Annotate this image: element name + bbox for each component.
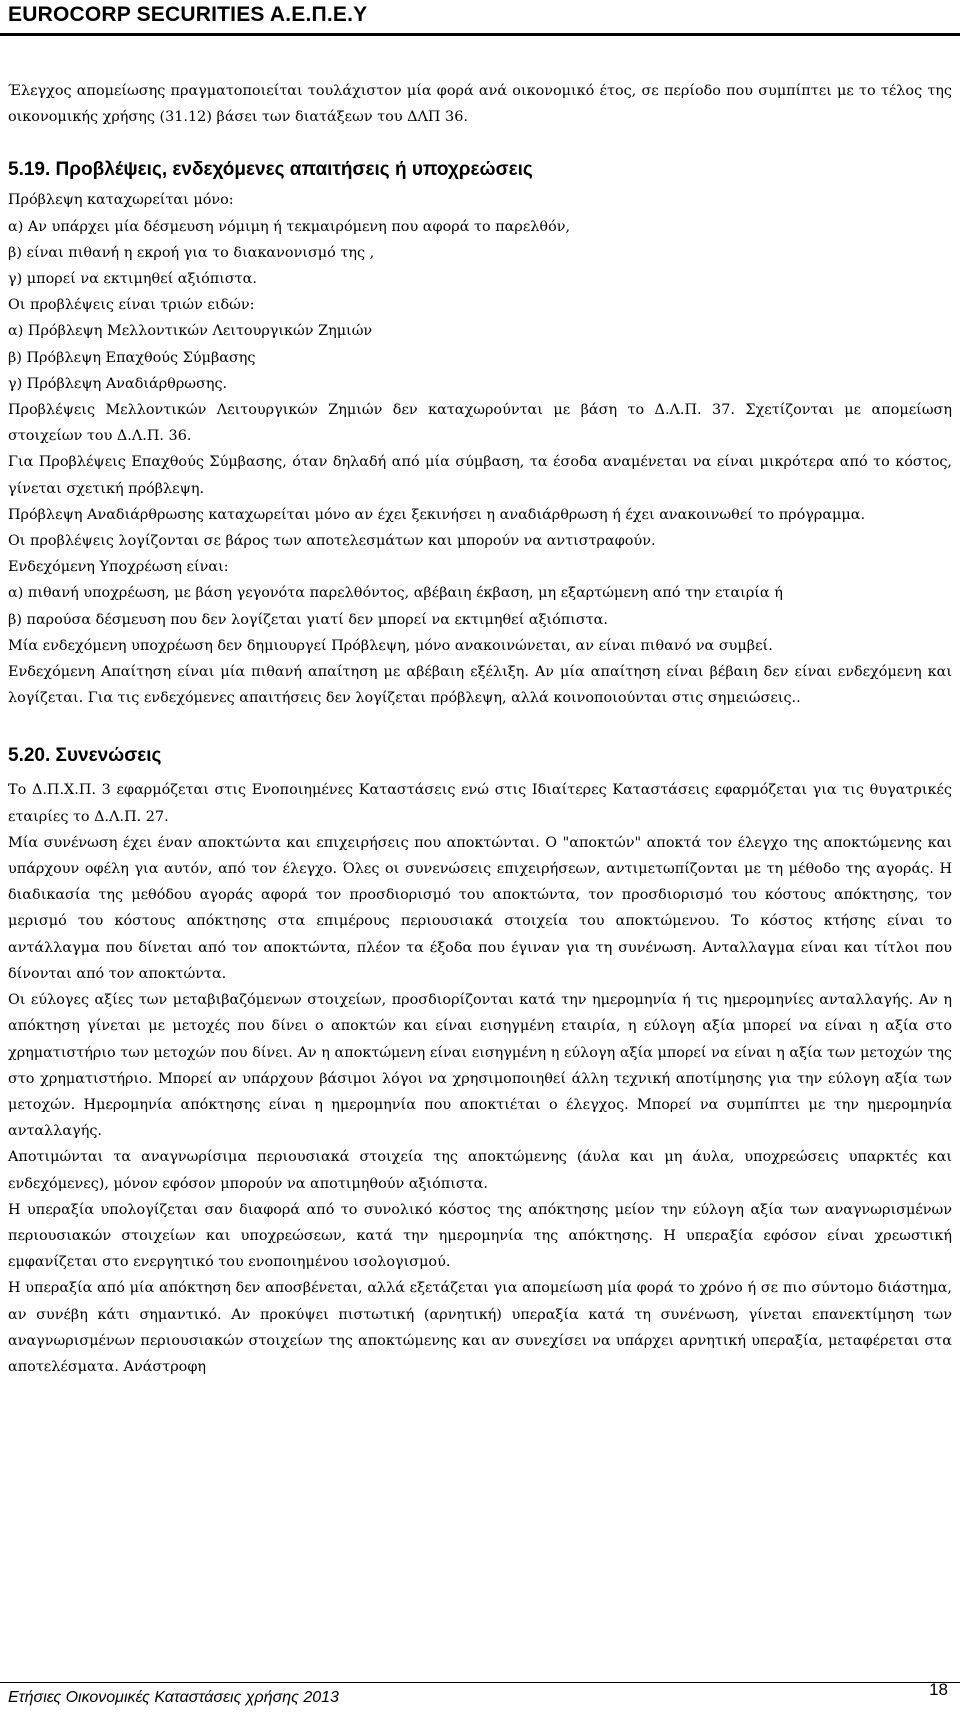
paragraph: Οι εύλογες αξίες των μεταβιβαζόμενων στοιχείων, προσδιορίζονται κατά την ημερομηνία ή τις ημερομηνίες ανταλλαγής. Αν η απόκτηση γίνεται με μετοχές που δίνει ο αποκτών και είναι εισηγμένη εταιρία, η εύλογη αξία μπορεί να είναι η αξία στο χρηματιστήριο των μετοχών που δίνει. Αν η αποκτώμενη είναι εισηγμένη η εύλογη αξία μπορεί να είναι η αξία των μετοχών της στο χρηματιστήριο. Μπορεί αν υπάρχουν βάσιμοι λόγοι να χρησιμοποιηθεί άλλη τεχνική αποτίμησης για την εύλογη αξία των μετοχών. Ημερομηνία απόκτησης είναι η ημερομηνία που αποκτιέται ο έλεγχος. Μπορεί να συμπίπτει με την ημερομηνία ανταλλαγής.	[8, 992, 952, 1140]
list-item: α) Πρόβλεψη Μελλοντικών Λειτουργικών Ζημιών	[8, 323, 373, 340]
paragraph: Η υπεραξία υπολογίζεται σαν διαφορά από το συνολικό κόστος της απόκτησης μείον την εύλογη αξία των αναγνωρισμένων περιουσιακών στοιχείων και υποχρεώσεων, κατά την ημερομηνία της απόκτησης. Η υπεραξία εφόσον είναι χρεωστική εμφανίζεται στο ενεργητικό του ενοποιημένου ισολογισμού.	[8, 1201, 952, 1271]
section-provisions	[8, 187, 952, 711]
paragraph: Η υπεραξία από μία απόκτηση δεν αποσβένεται, αλλά εξετάζεται για απομείωση μία φορά το χρόνο ή σε πιο σύντομο διάστημα, αν συνέβη κάτι σημαντικό. Αν προκύψει πιστωτική (αρνητική) υπεραξία κατά τη συνένωση, γίνεται επανεκτίμηση των αναγνωρισμένων περιουσιακών στοιχείων της αποκτώμενης και αν συνεχίσει να υπάρχει αρνητική υπεραξία, μεταφέρεται στα αποτελέσματα. Ανάστροφη	[8, 1280, 952, 1375]
paragraph: Για Προβλέψεις Επαχθούς Σύμβασης, όταν δηλαδή από μία σύμβαση, τα έσοδα αναμένεται να είναι μικρότερα από το κόστος, γίνεται σχετική πρόβλεψη.	[8, 454, 952, 497]
section-heading-provisions: 5.19. Προβλέψεις, ενδεχόμενες απαιτήσεις ή υποχρεώσεις	[8, 159, 533, 181]
section-mergers	[8, 777, 952, 1380]
list-item: α) πιθανή υποχρέωση, με βάση γεγονότα παρελθόντος, αβέβαιη έκβαση, μη εξαρτώμενη από την εταιρία ή	[8, 585, 783, 602]
list-item: γ) Πρόβλεψη Αναδιάρθρωσης.	[8, 375, 228, 392]
intro-paragraph: Έλεγχος απομείωσης πραγματοποιείται τουλάχιστον μία φορά ανά οικονομικό έτος, σε περίοδο που συμπίπτει με το τέλος της οικονομικής χρήσης (31.12) βάσει των διατάξεων του ΔΛΠ 36.	[8, 83, 952, 126]
header-company-name: EUROCORP SECURITIES A.E.Π.Ε.Υ	[8, 3, 368, 26]
paragraph: Αποτιμώνται τα αναγνωρίσιμα περιουσιακά στοιχεία της αποκτώμενης (άυλα και μη άυλα, υποχρεώσεις υπαρκτές και ενδεχόμενες), μόνον εφόσον μπορούν να αποτιμηθούν αξιόπιστα.	[8, 1149, 952, 1192]
paragraph: Μία ενδεχόμενη υποχρέωση δεν δημιουργεί Πρόβλεψη, μόνο ανακοινώνεται, αν είναι πιθανό να συμβεί.	[8, 637, 773, 654]
paragraph: Μία συνένωση έχει έναν αποκτώντα και επιχειρήσεις που αποκτώνται. Ο "αποκτών" αποκτά τον έλεγχο της αποκτώμενης και υπάρχουν οφέλη για αυτόν, από τον έλεγχο. Όλες οι συνενώσεις επιχειρήσεων, αντιμετωπίζονται με τη μέθοδο της αγοράς. Η διαδικασία της μεθόδου αγοράς αφορά τον προσδιορισμό του αποκτώντα, τον προσδιορισμό του κόστους απόκτησης, τον μερισμό του κόστους απόκτησης στα επιμέρους περιουσιακά στοιχεία του αποκτώμενου. Το κόστος κτήσης είναι το αντάλλαγμα που δίνεται από τον αποκτώντα, πλέον τα έξοδα που έγιναν για τη συνένωση. Ανταλλαγμα είναι και τίτλοι που δίνονται από τον αποκτώντα.	[8, 834, 952, 982]
paragraph: Ενδεχόμενη Απαίτηση είναι μία πιθανή απαίτηση με αβέβαιη εξέλιξη. Αν μία απαίτηση είναι βέβαιη δεν είναι ενδεχόμενη και λογίζεται. Για τις ενδεχόμενες απαιτήσεις δεν λογίζεται πρόβλεψη, αλλά κοινοποιούνται στις σημειώσεις..	[8, 664, 952, 707]
header-divider	[0, 33, 960, 36]
list-item: β) Πρόβλεψη Επαχθούς Σύμβασης	[8, 349, 256, 366]
paragraph: Οι προβλέψεις είναι τριών ειδών:	[8, 297, 255, 314]
list-item: β) είναι πιθανή η εκροή για το διακανονισμό της ,	[8, 244, 375, 261]
paragraph: Προβλέψεις Μελλοντικών Λειτουργικών Ζημιών δεν καταχωρούνται με βάση το Δ.Λ.Π. 37. Σχετίζονται με απομείωση στοιχείων του Δ.Λ.Π. 36.	[8, 402, 952, 445]
footer-divider	[0, 1682, 960, 1683]
footer-title: Ετήσιες Οικονομικές Καταστάσεις χρήσης 2013	[8, 1689, 339, 1706]
paragraph: Πρόβλεψη Αναδιάρθρωσης καταχωρείται μόνο αν έχει ξεκινήσει η αναδιάρθρωση ή έχει ανακοινωθεί το πρόγραμμα.	[8, 506, 866, 523]
paragraph: Ενδεχόμενη Υποχρέωση είναι:	[8, 559, 229, 576]
page-number: 18	[929, 1680, 948, 1699]
page-content	[8, 78, 952, 1380]
section-heading-mergers: 5.20. Συνενώσεις	[8, 745, 162, 767]
list-item: β) παρούσα δέσμευση που δεν λογίζεται γιατί δεν μπορεί να εκτιμηθεί αξιόπιστα.	[8, 611, 608, 628]
paragraph: Πρόβλεψη καταχωρείται μόνο:	[8, 192, 234, 209]
list-item: α) Αν υπάρχει μία δέσμευση νόμιμη ή τεκμαιρόμενη που αφορά το παρελθόν,	[8, 218, 571, 235]
paragraph: Το Δ.Π.Χ.Π. 3 εφαρμόζεται στις Ενοποιημένες Καταστάσεις ενώ στις Ιδιαίτερες Καταστάσεις εφαρμόζεται για τις θυγατρικές εταιρίες το Δ.Λ.Π. 27.	[8, 782, 952, 825]
paragraph: Οι προβλέψεις λογίζονται σε βάρος των αποτελεσμάτων και μπορούν να αντιστραφούν.	[8, 533, 656, 550]
list-item: γ) μπορεί να εκτιμηθεί αξιόπιστα.	[8, 271, 257, 288]
